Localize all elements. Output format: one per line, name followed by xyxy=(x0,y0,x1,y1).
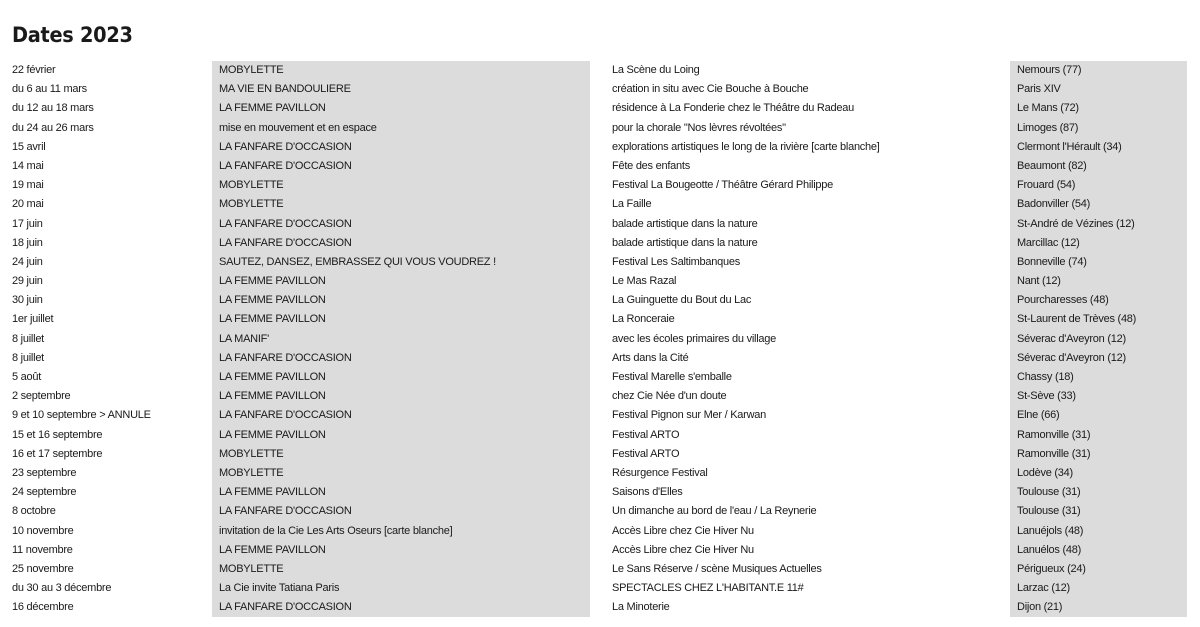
place-cell: Larzac (12) xyxy=(1010,579,1187,598)
event-cell: La Minoterie xyxy=(612,601,670,614)
event-cell: balade artistique dans la nature xyxy=(612,236,758,249)
event-cell: Résurgence Festival xyxy=(612,466,708,479)
date-cell: 16 et 17 septembre xyxy=(12,447,103,460)
place-cell: Beaumont (82) xyxy=(1010,157,1187,176)
table-row xyxy=(0,253,1200,272)
event-cell: La Faille xyxy=(612,198,652,211)
column-gap xyxy=(590,61,605,80)
column-gap xyxy=(590,176,605,195)
table-row xyxy=(0,502,1200,521)
column-gap xyxy=(590,406,605,425)
place-cell: Badonviller (54) xyxy=(1010,195,1187,214)
table-row xyxy=(0,138,1200,157)
place-cell: Nant (12) xyxy=(1010,272,1187,291)
table-row xyxy=(0,541,1200,560)
date-cell: du 24 au 26 mars xyxy=(12,121,94,134)
table-row xyxy=(0,291,1200,310)
column-gap xyxy=(590,445,605,464)
event-cell: Festival ARTO xyxy=(612,428,680,441)
date-cell: 5 août xyxy=(12,371,42,383)
place-cell: Toulouse (31) xyxy=(1010,502,1187,521)
show-cell: LA FEMME PAVILLON xyxy=(212,426,590,445)
table-row xyxy=(0,464,1200,483)
event-cell: balade artistique dans la nature xyxy=(612,217,758,230)
event-cell: pour la chorale "Nos lèvres révoltées" xyxy=(612,121,786,134)
show-cell: LA FEMME PAVILLON xyxy=(212,368,590,387)
place-cell: Chassy (18) xyxy=(1010,368,1187,387)
table-row xyxy=(0,80,1200,99)
show-cell: LA FANFARE D'OCCASION xyxy=(212,215,590,234)
date-cell: 24 septembre xyxy=(12,486,77,499)
event-cell: Le Mas Razal xyxy=(612,275,677,288)
table-row xyxy=(0,119,1200,138)
column-gap xyxy=(590,99,605,118)
event-cell: Fête des enfants xyxy=(612,159,690,172)
event-cell: Festival Les Saltimbanques xyxy=(612,255,741,268)
event-cell: explorations artistiques le long de la rivière [carte blanche] xyxy=(612,140,880,153)
place-cell: Clermont l'Hérault (34) xyxy=(1010,138,1187,157)
event-cell: Le Sans Réserve / scène Musiques Actuelles xyxy=(612,562,822,575)
show-cell: invitation de la Cie Les Arts Oseurs [carte blanche] xyxy=(212,522,590,541)
column-gap xyxy=(590,272,605,291)
event-cell: Festival Pignon sur Mer / Karwan xyxy=(612,409,767,422)
show-cell: MOBYLETTE xyxy=(212,560,590,579)
date-cell: 30 juin xyxy=(12,294,43,307)
show-cell: LA FANFARE D'OCCASION xyxy=(212,598,590,617)
column-gap xyxy=(590,349,605,368)
column-gap xyxy=(590,80,605,99)
column-gap xyxy=(590,579,605,598)
place-cell: Ramonville (31) xyxy=(1010,445,1187,464)
date-cell: du 30 au 3 décembre xyxy=(12,582,112,595)
date-cell: 8 juillet xyxy=(12,351,44,364)
column-gap xyxy=(590,291,605,310)
date-cell: 8 juillet xyxy=(12,332,44,345)
table-row xyxy=(0,99,1200,118)
table-row xyxy=(0,310,1200,329)
date-cell: 19 mai xyxy=(12,179,44,192)
table-row xyxy=(0,176,1200,195)
column-gap xyxy=(590,483,605,502)
place-cell: St-Sève (33) xyxy=(1010,387,1187,406)
column-gap xyxy=(590,560,605,579)
place-cell: Lanuélos (48) xyxy=(1010,541,1187,560)
date-cell: 1er juillet xyxy=(12,313,54,326)
show-cell: LA FANFARE D'OCCASION xyxy=(212,157,590,176)
column-gap xyxy=(590,598,605,617)
date-cell: 15 et 16 septembre xyxy=(12,428,103,441)
place-cell: Toulouse (31) xyxy=(1010,483,1187,502)
show-cell: MOBYLETTE xyxy=(212,464,590,483)
place-cell: Séverac d'Aveyron (12) xyxy=(1010,349,1187,368)
table-row xyxy=(0,426,1200,445)
place-cell: St-André de Vézines (12) xyxy=(1010,215,1187,234)
show-cell: LA FEMME PAVILLON xyxy=(212,483,590,502)
show-cell: MOBYLETTE xyxy=(212,195,590,214)
event-cell: Arts dans la Cité xyxy=(612,351,689,364)
table-row xyxy=(0,579,1200,598)
event-cell: Festival La Bougeotte / Théâtre Gérard Philippe xyxy=(612,179,834,192)
show-cell: LA FANFARE D'OCCASION xyxy=(212,234,590,253)
column-gap xyxy=(590,310,605,329)
table-row xyxy=(0,387,1200,406)
column-gap xyxy=(590,502,605,521)
event-cell: chez Cie Née d'un doute xyxy=(612,390,727,403)
column-gap xyxy=(590,157,605,176)
table-row xyxy=(0,330,1200,349)
date-cell: 18 juin xyxy=(12,236,43,249)
show-cell: LA FEMME PAVILLON xyxy=(212,387,590,406)
place-cell: Paris XIV xyxy=(1010,80,1187,99)
place-cell: Dijon (21) xyxy=(1010,598,1187,617)
date-cell: 2 septembre xyxy=(12,390,71,403)
place-cell: St-Laurent de Trèves (48) xyxy=(1010,310,1187,329)
place-cell: Marcillac (12) xyxy=(1010,234,1187,253)
date-cell: 10 novembre xyxy=(12,524,74,537)
table-row xyxy=(0,368,1200,387)
place-cell: Lodève (34) xyxy=(1010,464,1187,483)
table-row xyxy=(0,272,1200,291)
column-gap xyxy=(590,215,605,234)
table-row xyxy=(0,157,1200,176)
date-cell: 17 juin xyxy=(12,217,43,230)
show-cell: MOBYLETTE xyxy=(212,176,590,195)
place-cell: Elne (66) xyxy=(1010,406,1187,425)
show-cell: LA MANIF' xyxy=(212,330,590,349)
show-cell: LA FANFARE D'OCCASION xyxy=(212,349,590,368)
place-cell: Pourcharesses (48) xyxy=(1010,291,1187,310)
place-cell: Nemours (77) xyxy=(1010,61,1187,80)
column-gap xyxy=(590,368,605,387)
event-cell: création in situ avec Cie Bouche à Bouche xyxy=(612,83,809,96)
date-cell: 24 juin xyxy=(12,255,43,268)
place-cell: Le Mans (72) xyxy=(1010,99,1187,118)
date-cell: 25 novembre xyxy=(12,562,74,575)
event-cell: SPECTACLES CHEZ L'HABITANT.E 11# xyxy=(612,582,804,595)
column-gap xyxy=(590,253,605,272)
table-row xyxy=(0,195,1200,214)
column-gap xyxy=(590,330,605,349)
show-cell: MOBYLETTE xyxy=(212,445,590,464)
table-row xyxy=(0,349,1200,368)
event-cell: La Ronceraie xyxy=(612,313,675,326)
date-cell: 8 octobre xyxy=(12,505,56,518)
place-cell: Frouard (54) xyxy=(1010,176,1187,195)
show-cell: LA FANFARE D'OCCASION xyxy=(212,502,590,521)
event-cell: résidence à La Fonderie chez le Théâtre du Radeau xyxy=(612,102,854,115)
date-cell: du 6 au 11 mars xyxy=(12,83,87,96)
show-cell: LA FANFARE D'OCCASION xyxy=(212,406,590,425)
date-cell: 14 mai xyxy=(12,159,44,172)
show-cell: LA FEMME PAVILLON xyxy=(212,291,590,310)
show-cell: SAUTEZ, DANSEZ, EMBRASSEZ QUI VOUS VOUDREZ ! xyxy=(212,253,590,272)
table-row xyxy=(0,445,1200,464)
show-cell: La Cie invite Tatiana Paris xyxy=(212,579,590,598)
event-cell: Accès Libre chez Cie Hiver Nu xyxy=(612,543,754,556)
column-gap xyxy=(590,195,605,214)
column-gap xyxy=(590,541,605,560)
date-cell: 20 mai xyxy=(12,198,44,211)
place-cell: Lanuéjols (48) xyxy=(1010,522,1187,541)
table-row xyxy=(0,560,1200,579)
place-cell: Ramonville (31) xyxy=(1010,426,1187,445)
event-cell: Saisons d'Elles xyxy=(612,486,683,499)
event-cell: avec les écoles primaires du village xyxy=(612,332,777,345)
show-cell: MA VIE EN BANDOULIERE xyxy=(212,80,590,99)
column-gap xyxy=(590,464,605,483)
event-cell: La Guinguette du Bout du Lac xyxy=(612,294,752,307)
place-cell: Périgueux (24) xyxy=(1010,560,1187,579)
show-cell: LA FANFARE D'OCCASION xyxy=(212,138,590,157)
table-row xyxy=(0,598,1200,617)
show-cell: MOBYLETTE xyxy=(212,61,590,80)
table-row xyxy=(0,61,1200,80)
column-gap xyxy=(590,138,605,157)
event-cell: Accès Libre chez Cie Hiver Nu xyxy=(612,524,754,537)
date-cell: 11 novembre xyxy=(12,543,73,556)
column-gap xyxy=(590,522,605,541)
place-cell: Limoges (87) xyxy=(1010,119,1187,138)
show-cell: LA FEMME PAVILLON xyxy=(212,541,590,560)
column-gap xyxy=(590,234,605,253)
table-row xyxy=(0,215,1200,234)
event-cell: Festival Marelle s'emballe xyxy=(612,371,732,383)
date-cell: 22 février xyxy=(12,64,56,76)
place-cell: Bonneville (74) xyxy=(1010,253,1187,272)
date-cell: 9 et 10 septembre > ANNULE xyxy=(12,409,151,422)
date-cell: 23 septembre xyxy=(12,466,77,479)
date-cell: du 12 au 18 mars xyxy=(12,102,94,115)
place-cell: Séverac d'Aveyron (12) xyxy=(1010,330,1187,349)
table-row xyxy=(0,234,1200,253)
show-cell: LA FEMME PAVILLON xyxy=(212,272,590,291)
column-gap xyxy=(590,387,605,406)
table-row xyxy=(0,483,1200,502)
column-gap xyxy=(590,426,605,445)
show-cell: LA FEMME PAVILLON xyxy=(212,310,590,329)
date-cell: 15 avril xyxy=(12,140,46,153)
date-cell: 29 juin xyxy=(12,275,43,288)
event-cell: Un dimanche au bord de l'eau / La Reynerie xyxy=(612,505,817,518)
page-title: Dates 2023 xyxy=(12,23,133,47)
show-cell: mise en mouvement et en espace xyxy=(212,119,590,138)
date-cell: 16 décembre xyxy=(12,601,74,614)
show-cell: LA FEMME PAVILLON xyxy=(212,99,590,118)
column-gap xyxy=(590,119,605,138)
table-row xyxy=(0,406,1200,425)
table-row xyxy=(0,522,1200,541)
schedule-table xyxy=(0,61,1200,617)
event-cell: La Scène du Loing xyxy=(612,64,700,76)
event-cell: Festival ARTO xyxy=(612,447,680,460)
